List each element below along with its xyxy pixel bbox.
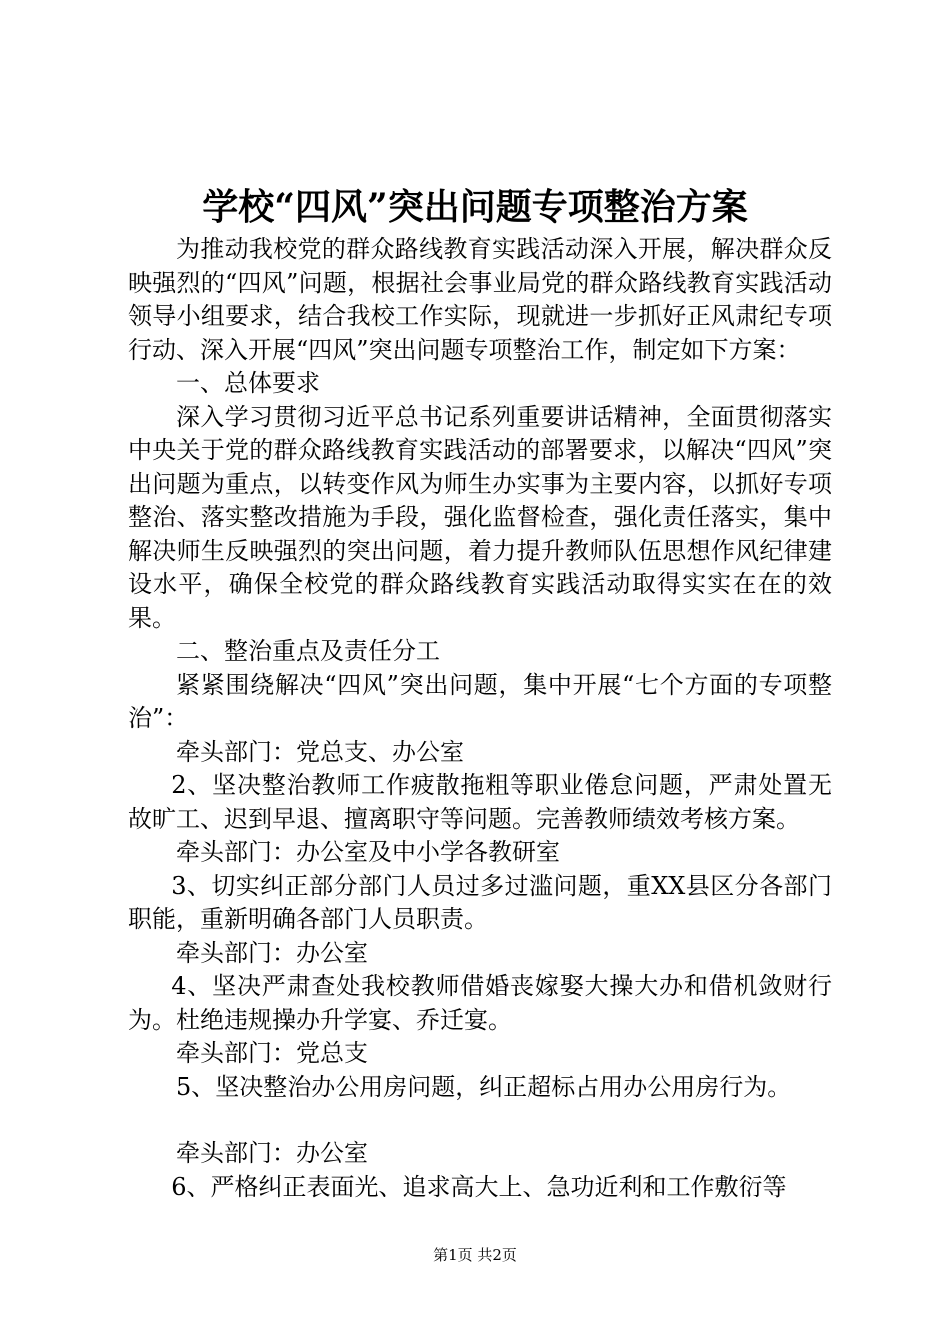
page-number-footer: 第1页 共2页 [433, 1246, 517, 1264]
document-body [128, 233, 832, 1204]
item-6-paragraph: 6、严格纠正表面光、追求高大上、急功近利和工作敷衍等 [171, 1172, 787, 1201]
item-5-paragraph: 5、坚决整治办公用房问题，纠正超标占用办公用房行为。 [176, 1072, 792, 1101]
lead-department-line: 牵头部门：办公室 [176, 1139, 368, 1167]
lead-department-line: 牵头部门：党总支、办公室 [176, 737, 464, 766]
section-heading-general-requirements: 一、总体要求 [176, 369, 320, 397]
lead-department-line: 牵头部门：党总支 [176, 1039, 368, 1067]
item-3-paragraph: 3、切实纠正部分部门人员过多过滥问题，重XX县区分各部门职能，重新明确各部门人员职责。 [128, 871, 832, 933]
section-heading-key-points: 二、整治重点及责任分工 [176, 637, 440, 665]
general-requirements-paragraph: 深入学习贯彻习近平总书记系列重要讲话精神，全面贯彻落实中央关于党的群众路线教育实践活动的部署要求，以解决“四风”突出问题为重点，以转变作风为师生办实事为主要内容，以抓好专项整治、落实整改措施为手段，强化监督检查，强化责任落实，集中解决师生反映强烈的突出问题，着力提升教师队伍思想作风纪律建设水平，确保全校党的群众路线教育实践活动取得实实在在的效果。 [128, 402, 832, 632]
intro-paragraph: 为推动我校党的群众路线教育实践活动深入开展，解决群众反映强烈的“四风”问题，根据社会事业局党的群众路线教育实践活动领导小组要求，结合我校工作实际，现就进一步抓好正风肃纪专项行动、深入开展“四风”突出问题专项整治工作，制定如下方案： [128, 235, 832, 364]
item-4-paragraph: 4、坚决严肃查处我校教师借婚丧嫁娶大操大办和借机敛财行为。杜绝违规操办升学宴、乔迁宴。 [128, 972, 832, 1034]
document-title: 学校“四风”突出问题专项整治方案 [202, 186, 748, 228]
lead-department-line: 牵头部门：办公室 [176, 938, 368, 967]
lead-department-line: 牵头部门：办公室及中小学各教研室 [176, 838, 560, 866]
key-points-paragraph: 紧紧围绕解决“四风”突出问题，集中开展“七个方面的专项整治”： [128, 670, 832, 732]
item-2-paragraph: 2、坚决整治教师工作疲散拖粗等职业倦怠问题，严肃处置无故旷工、迟到早退、擅离职守等问题。完善教师绩效考核方案。 [128, 771, 832, 833]
